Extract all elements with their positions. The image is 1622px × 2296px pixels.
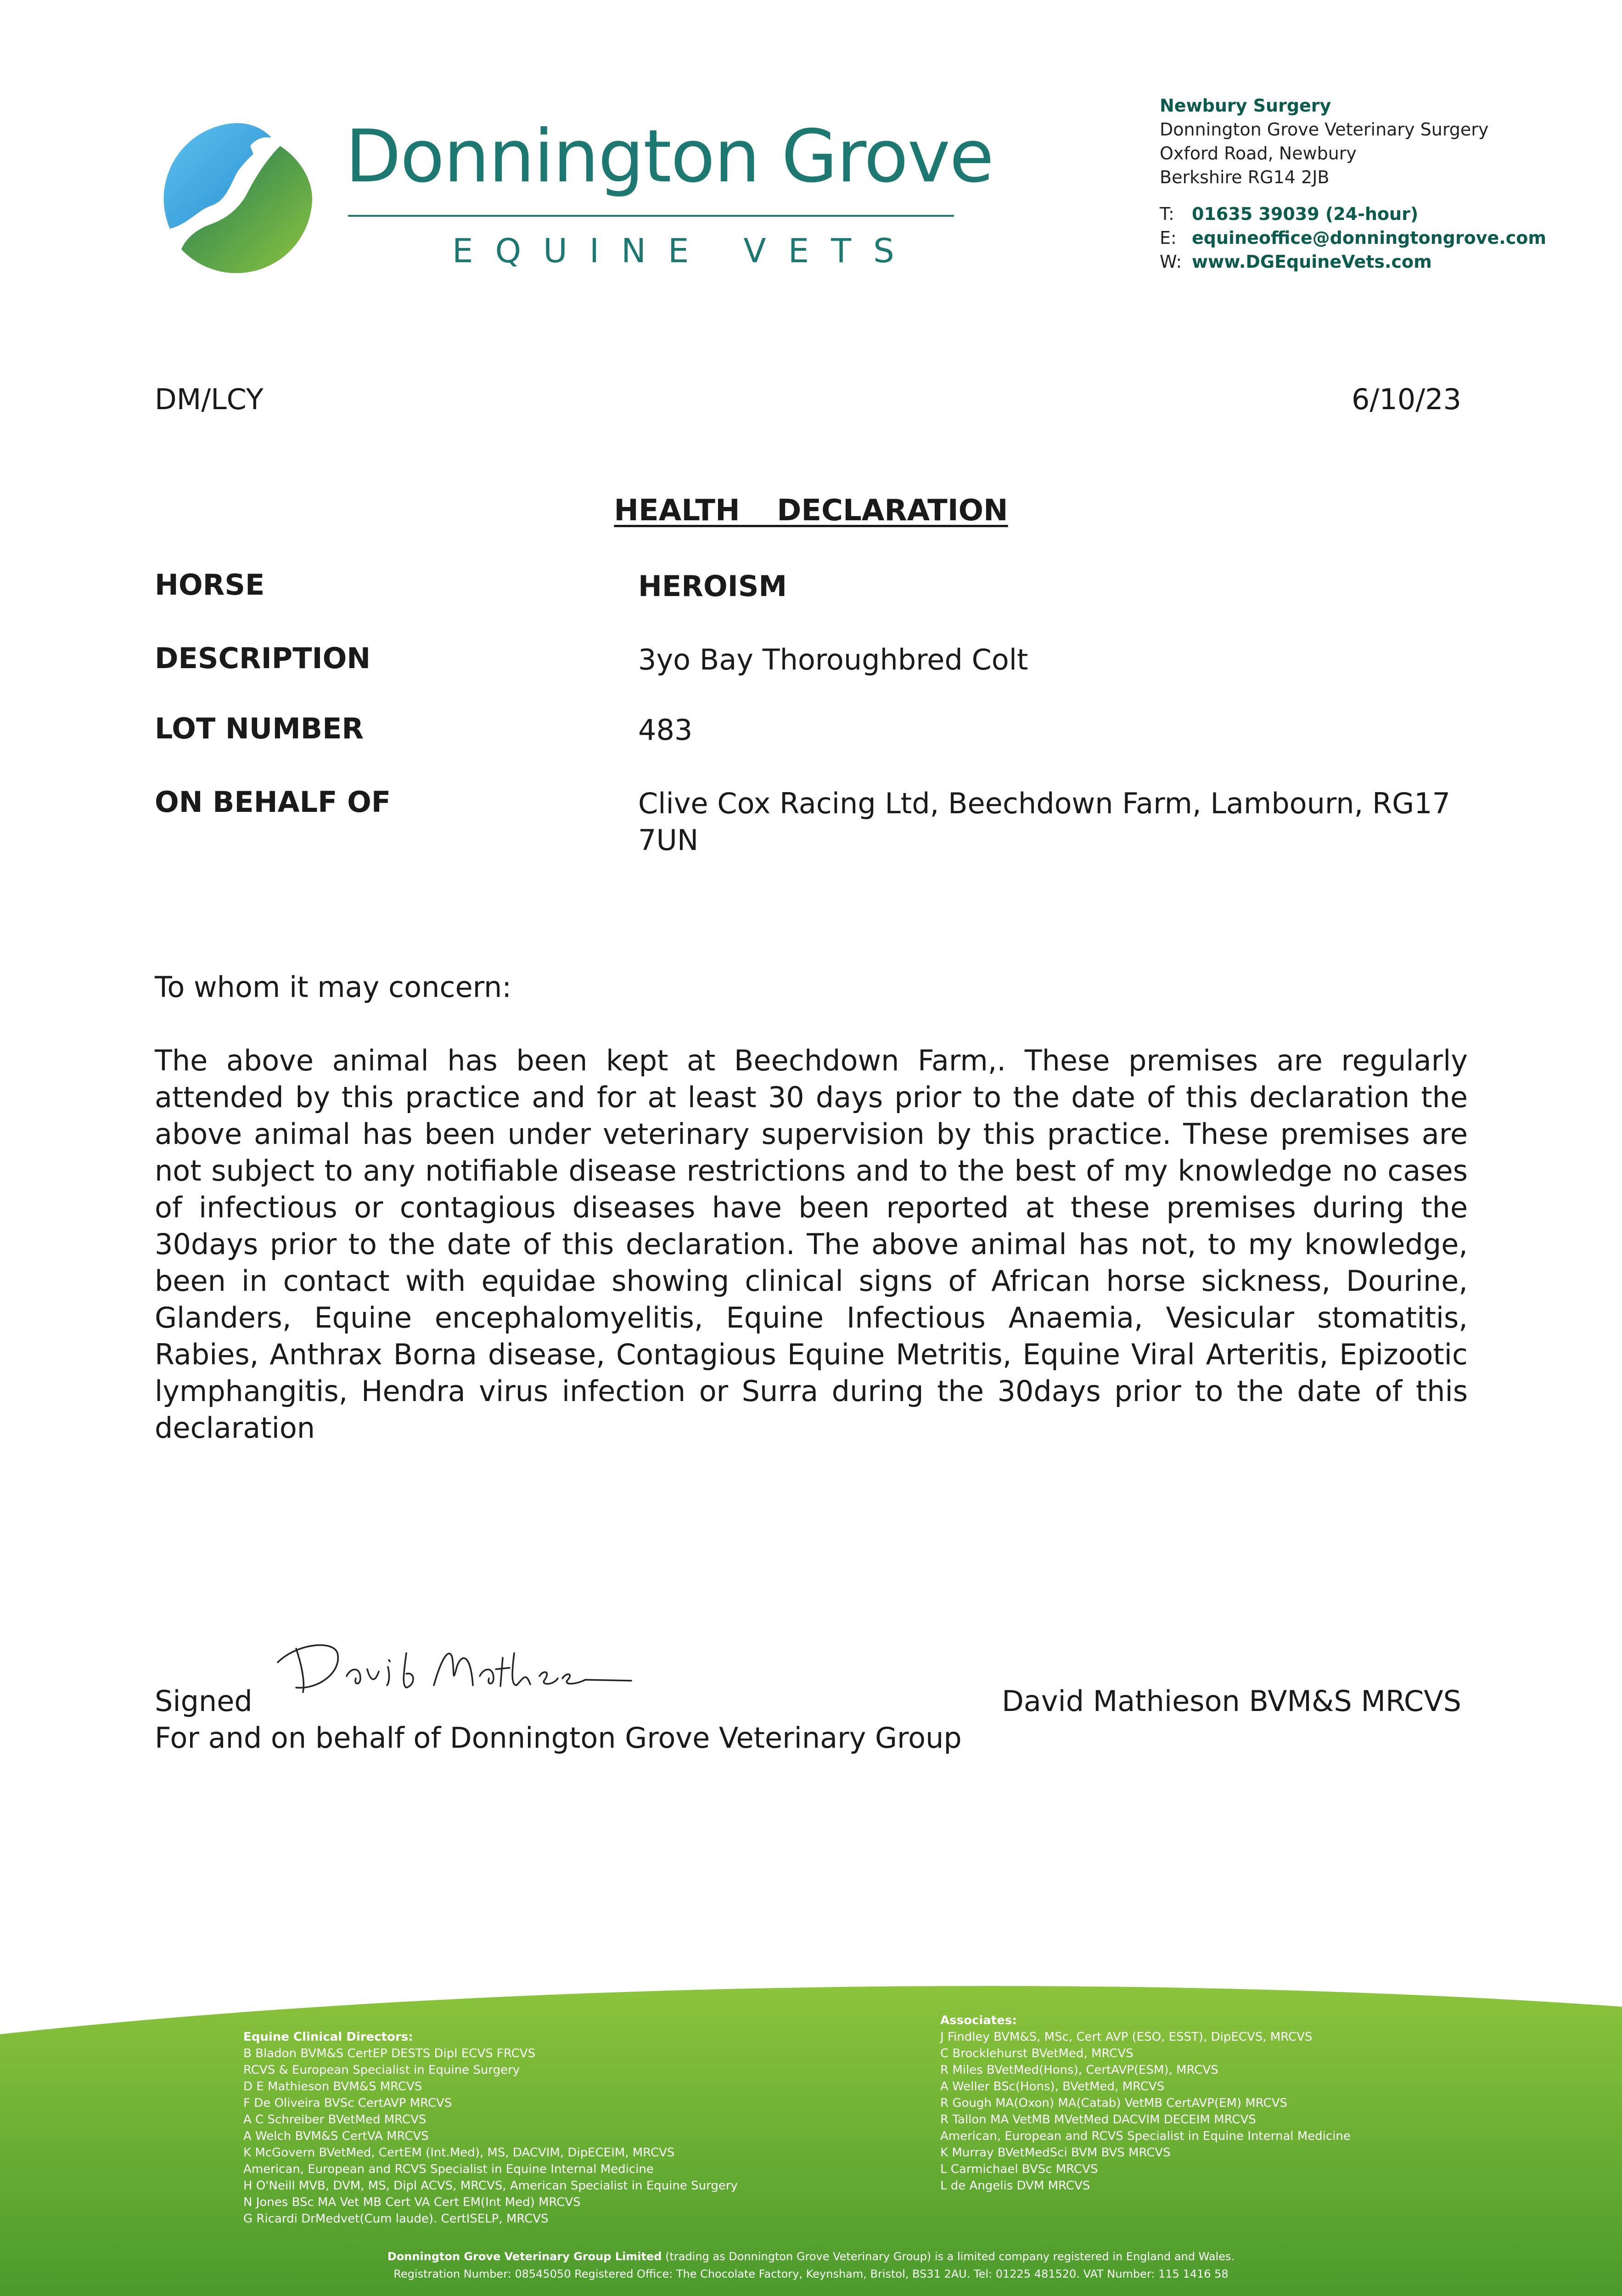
description-value: 3yo Bay Thoroughbred Colt	[638, 643, 1028, 676]
associate-item: K Murray BVetMedSci BVM BVS MRCVS	[940, 2146, 1171, 2160]
phone-row	[1160, 202, 1546, 226]
website-link[interactable]: www.DGEquineVets.com	[1192, 252, 1432, 272]
legal-line-1	[0, 2248, 1622, 2265]
phone-number: 01635 39039 (24-hour)	[1192, 204, 1419, 224]
legal-line-1-rest: (trading as Donnington Grove Veterinary Group) is a limited company registered in England and Wales.	[662, 2250, 1235, 2263]
signed-label: Signed	[155, 1684, 253, 1718]
web-row	[1160, 250, 1546, 274]
associate-item: J Findley BVM&S, MSc, Cert AVP (ESO, ESST), DipECVS, MRCVS	[940, 2030, 1313, 2044]
declaration-paragraph: The above animal has been kept at Beechdown Farm,. These premises are regularly attended by this practice and for at least 30 days prior to the date of this declaration the above animal has been under veterinary supervision by this practice. These premises are not subject to any notifiable disease restrictions and to the best of my knowledge no cases of infectious or contagious diseases have been reported at these premises during the 30days prior to the date of this declaration. The above animal has not, to my knowledge, been in contact with equidae showing clinical signs of African horse sickness, Dourine, Glanders, Equine encephalomyelitis, Equine Infectious Anaemia, Vesicular stomatitis, Rabies, Anthrax Borna disease, Contagious Equine Metritis, Equine Viral Arteritis, Epizootic lymphangitis, Hendra virus infection or Surra during the 30days prior to the date of this declaration	[155, 1044, 1468, 1445]
associate-item: C Brocklehurst BVetMed, MRCVS	[940, 2047, 1134, 2060]
on-behalf-value: Clive Cox Racing Ltd, Beechdown Farm, Lambourn, RG17 7UN	[638, 787, 1451, 857]
email-key: E:	[1160, 228, 1177, 248]
logo-icon	[156, 118, 317, 279]
director-item: B Bladon BVM&S CertEP DESTS Dipl ECVS FRCVS	[243, 2047, 536, 2060]
logo-divider	[348, 215, 954, 217]
on-behalf-line: For and on behalf of Donnington Grove Veterinary Group	[155, 1721, 962, 1755]
logo-subtitle: EQUINE VETS	[452, 231, 916, 270]
associates-heading: Associates:	[940, 2014, 1017, 2027]
director-item: K McGovern BVetMed, CertEM (Int.Med), MS, DACVIM, DipECEIM, MRCVS	[243, 2146, 675, 2160]
address-block	[1160, 94, 1546, 274]
document-title: HEALTH DECLARATION	[614, 494, 1008, 528]
legal-line-2: Registration Number: 08545050 Registered Office: The Chocolate Factory, Keynsham, Bristol, BS31 2AU. Tel: 01225 481520. VAT Number: 115 1416 58	[393, 2268, 1229, 2280]
director-item: American, European and RCVS Specialist in Equine Internal Medicine	[243, 2162, 654, 2176]
surgery-name: Newbury Surgery	[1160, 96, 1331, 116]
letter-date: 6/10/23	[1351, 383, 1461, 416]
lot-number-label: LOT NUMBER	[155, 712, 364, 745]
director-item: G Ricardi DrMedvet(Cum laude). CertISELP, MRCVS	[243, 2212, 549, 2226]
associate-item: R Miles BVetMed(Hons), CertAVP(ESM), MRCVS	[940, 2063, 1218, 2077]
director-item: RCVS & European Specialist in Equine Surgery	[243, 2063, 520, 2077]
director-item: H O'Neill MVB, DVM, MS, Dipl ACVS, MRCVS, American Specialist in Equine Surgery	[243, 2179, 738, 2193]
associates-column	[940, 2012, 1351, 2194]
email-link[interactable]: equineoffice@donningtongrove.com	[1192, 228, 1546, 248]
description-label: DESCRIPTION	[155, 642, 371, 675]
reference-code: DM/LCY	[155, 383, 264, 416]
associate-item: R Tallon MA VetMB MVetMed DACVIM DECEIM MRCVS	[940, 2113, 1256, 2127]
address-line: Donnington Grove Veterinary Surgery	[1160, 119, 1489, 140]
director-item: N Jones BSc MA Vet MB Cert VA Cert EM(Int Med) MRCVS	[243, 2195, 581, 2209]
lot-number-value: 483	[638, 713, 693, 747]
greeting: To whom it may concern:	[155, 970, 512, 1004]
director-item: D E Mathieson BVM&S MRCVS	[243, 2080, 422, 2093]
associate-item: American, European and RCVS Specialist in Equine Internal Medicine	[940, 2129, 1351, 2143]
horse-value: HEROISM	[638, 569, 787, 603]
address-line: Berkshire RG14 2JB	[1160, 167, 1330, 187]
associate-item: R Gough MA(Oxon) MA(Catab) VetMB CertAVP(EM) MRCVS	[940, 2096, 1287, 2110]
signer-name: David Mathieson BVM&S MRCVS	[1002, 1684, 1461, 1718]
legal-company: Donnington Grove Veterinary Group Limited	[387, 2250, 662, 2263]
signature-image	[269, 1635, 636, 1704]
address-line: Oxford Road, Newbury	[1160, 143, 1357, 163]
associate-item: L de Angelis DVM MRCVS	[940, 2179, 1090, 2193]
email-row	[1160, 226, 1546, 250]
director-item: F De Oliveira BVSc CertAVP MRCVS	[243, 2096, 452, 2110]
director-item: A C Schreiber BVetMed MRCVS	[243, 2113, 427, 2127]
on-behalf-label: ON BEHALF OF	[155, 785, 391, 819]
associate-item: L Carmichael BVSc MRCVS	[940, 2162, 1098, 2176]
directors-column	[243, 2029, 738, 2227]
web-key: W:	[1160, 252, 1182, 272]
logo-title: Donnington Grove	[345, 114, 993, 199]
associate-item: A Weller BSc(Hons), BVetMed, MRCVS	[940, 2080, 1165, 2093]
director-item: A Welch BVM&S CertVA MRCVS	[243, 2129, 429, 2143]
phone-key: T:	[1160, 204, 1174, 224]
horse-label: HORSE	[155, 568, 265, 602]
directors-heading: Equine Clinical Directors:	[243, 2030, 413, 2044]
legal-footer	[0, 2248, 1622, 2283]
